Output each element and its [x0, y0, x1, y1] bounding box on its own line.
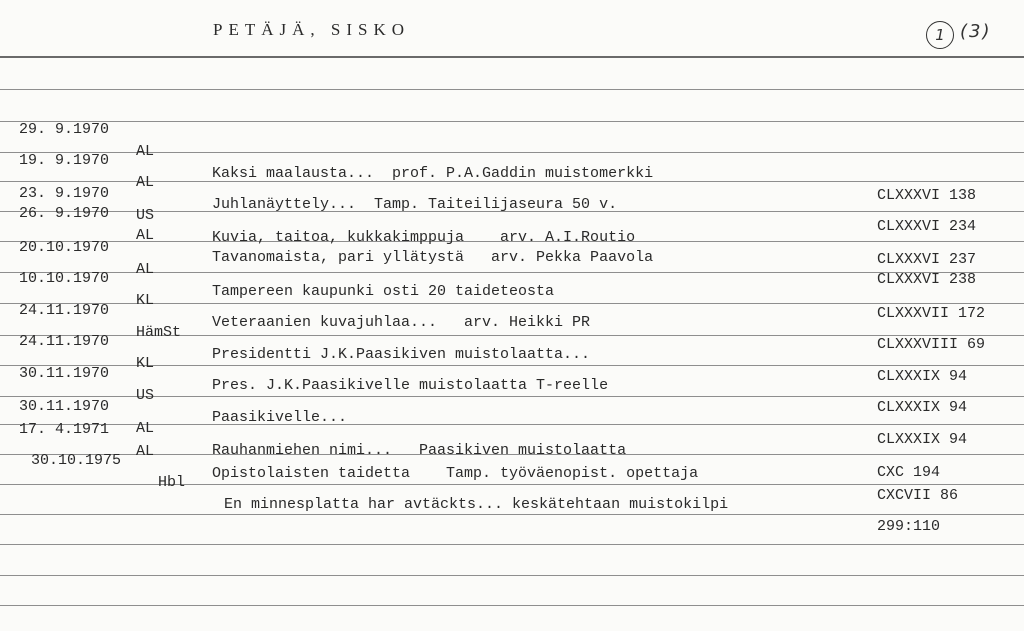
entry-source: AL	[136, 143, 155, 160]
circled-page-number: 1	[926, 21, 954, 49]
entry-description: Juhlanäyttely... Tamp. Taiteilijaseura 50 v.	[212, 196, 618, 213]
rule-line	[0, 605, 1024, 606]
entry-description: Presidentti J.K.Paasikiven muistolaatta...	[212, 346, 591, 363]
entry-source: KL	[136, 355, 155, 372]
entry-date: 24.11.1970	[19, 302, 110, 319]
entry-reference: CLXXXVIII 69	[877, 336, 986, 353]
rule-line	[0, 121, 1024, 122]
entry-date: 24.11.1970	[19, 333, 110, 350]
entry-reference: CLXXXVI 238	[877, 271, 977, 288]
entry-date: 30.11.1970	[19, 398, 110, 415]
rule-line	[0, 89, 1024, 90]
entry-date: 29. 9.1970	[19, 121, 110, 138]
entry-date: 17. 4.1971	[19, 421, 110, 438]
entry-source: AL	[136, 174, 155, 191]
entry-date: 26. 9.1970	[19, 205, 110, 222]
card-name-header: PETÄJÄ, SISKO	[213, 20, 411, 39]
entry-reference: CXC 194	[877, 464, 941, 481]
entry-date: 30.11.1970	[19, 365, 110, 382]
entry-description: Tavanomaista, pari yllätystä arv. Pekka Paavola	[212, 249, 654, 266]
entry-source: KL	[136, 292, 155, 309]
entry-description: Pres. J.K.Paasikivelle muistolaatta T-reelle	[212, 377, 609, 394]
entry-reference: 299:110	[877, 518, 941, 535]
entry-source: Hbl	[158, 474, 186, 491]
entry-date: 23. 9.1970	[19, 185, 110, 202]
page-total: (3)	[960, 21, 992, 42]
entry-description: En minnesplatta har avtäckts... keskätehtaan muistokilpi	[224, 496, 729, 513]
entry-source: AL	[136, 420, 155, 437]
rule-line	[0, 544, 1024, 545]
entry-source: AL	[136, 443, 155, 460]
entry-reference: CLXXXVII 172	[877, 305, 986, 322]
rule-line	[0, 56, 1024, 58]
entry-description: Kaksi maalausta... prof. P.A.Gaddin muistomerkki	[212, 165, 654, 182]
entry-date: 10.10.1970	[19, 270, 110, 287]
entry-description: Kuvia, taitoa, kukkakimppuja arv. A.I.Routio	[212, 229, 636, 246]
entry-source: US	[136, 387, 155, 404]
rule-line	[0, 575, 1024, 576]
entry-date: 20.10.1970	[19, 239, 110, 256]
entry-description: Veteraanien kuvajuhlaa... arv. Heikki PR	[212, 314, 591, 331]
entry-source: AL	[136, 227, 155, 244]
entry-description: Rauhanmiehen nimi... Paasikiven muistolaatta	[212, 442, 627, 459]
entry-reference: CLXXXIX 94	[877, 368, 968, 385]
entry-date: 30.10.1975	[31, 452, 122, 469]
entry-reference: CLXXXVI 138	[877, 187, 977, 204]
entry-description: Paasikivelle...	[212, 409, 348, 426]
entry-reference: CLXXXIX 94	[877, 399, 968, 416]
entry-reference: CLXXXIX 94	[877, 431, 968, 448]
entry-source: US	[136, 207, 155, 224]
entry-description: Opistolaisten taidetta Tamp. työväenopist. opettaja	[212, 465, 699, 482]
entry-date: 19. 9.1970	[19, 152, 110, 169]
entry-reference: CXCVII 86	[877, 487, 959, 504]
entry-reference: CLXXXVI 234	[877, 218, 977, 235]
entry-source: AL	[136, 261, 155, 278]
page-marker	[926, 19, 1022, 47]
entry-reference: CLXXXVI 237	[877, 251, 977, 268]
entry-description: Tampereen kaupunki osti 20 taideteosta	[212, 283, 555, 300]
entry-source: HämSt	[136, 324, 182, 341]
